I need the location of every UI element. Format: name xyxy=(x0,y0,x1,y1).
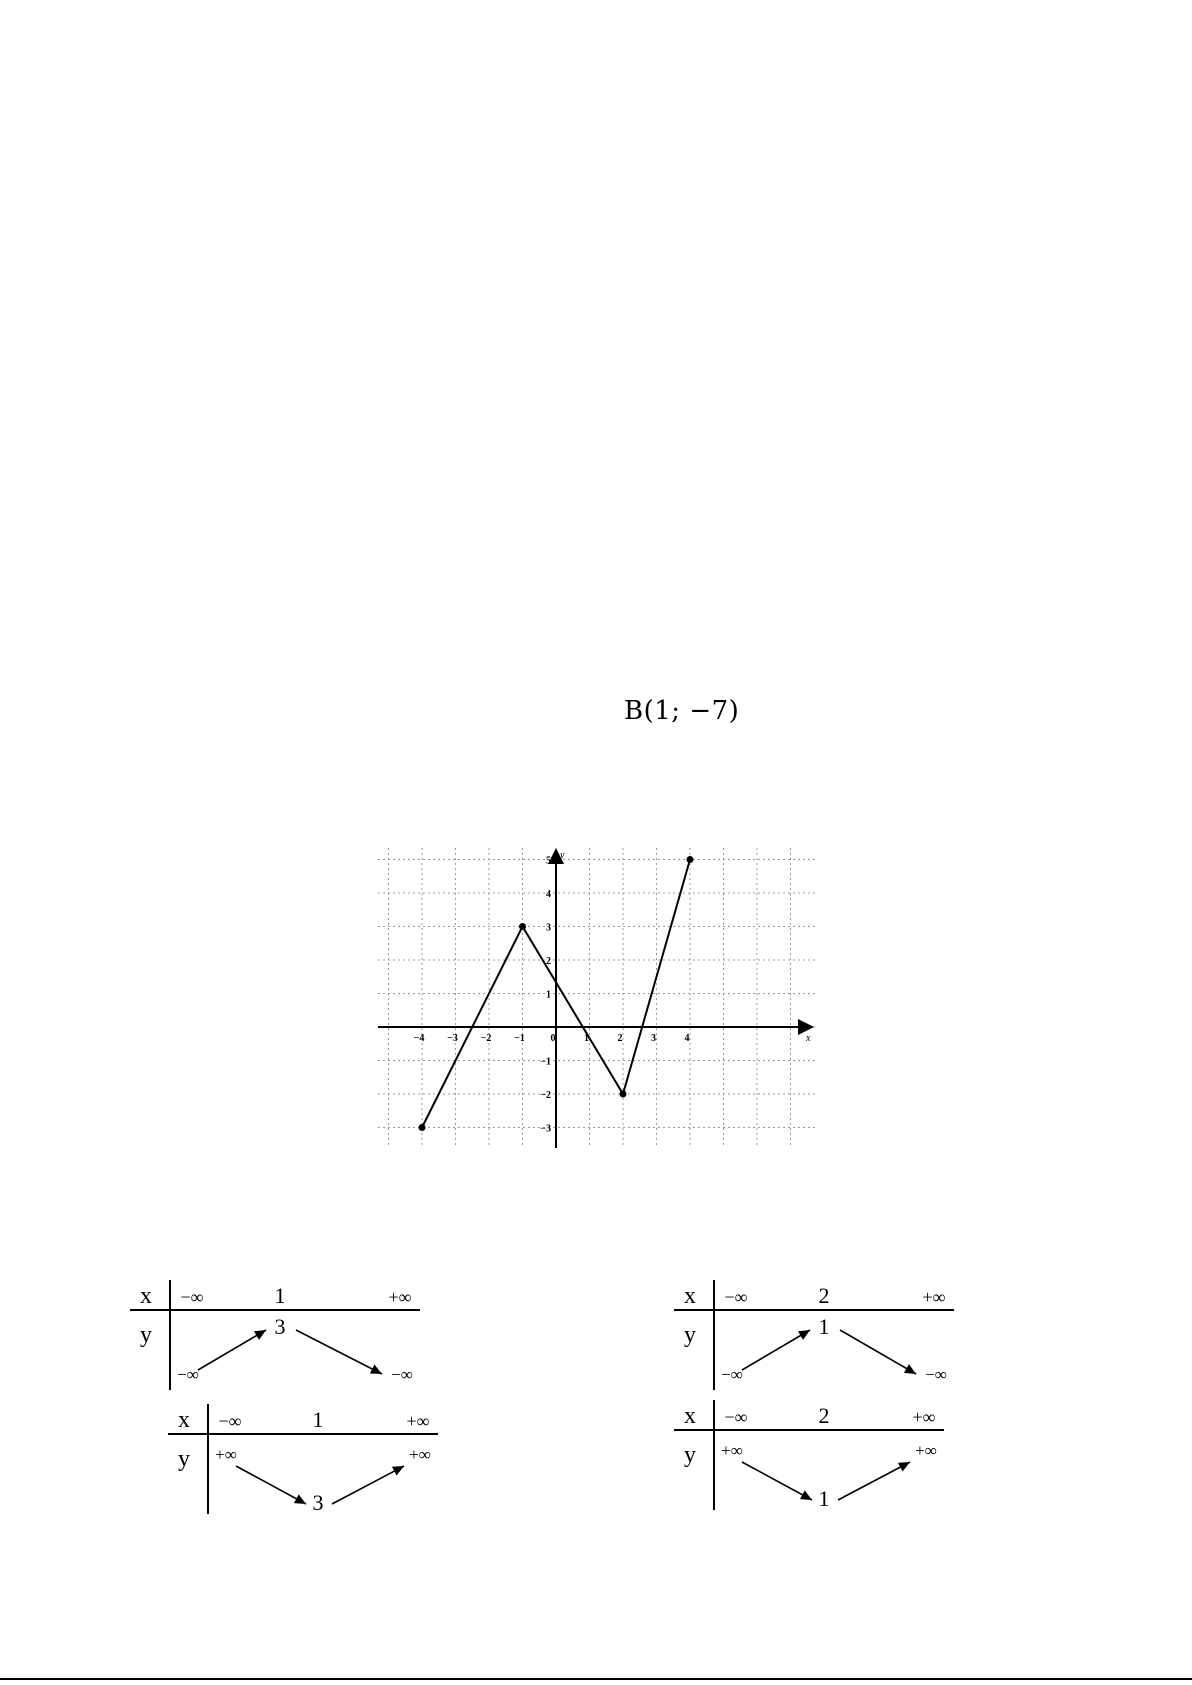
table-y-mid-value: 1 xyxy=(818,1486,830,1511)
x-tick-label: 0 xyxy=(550,1033,556,1044)
graph-axes xyxy=(378,850,811,1148)
table-y-end-value: −∞ xyxy=(391,1365,413,1384)
x-tick-label: 4 xyxy=(684,1033,690,1044)
table-x-value: −∞ xyxy=(180,1287,204,1307)
y-tick-label: −1 xyxy=(540,1056,551,1068)
x-tick-label: 1 xyxy=(584,1033,589,1044)
variation-table-4 xyxy=(674,1398,954,1513)
table-y-start-value: −∞ xyxy=(177,1365,199,1384)
x-tick-label: 2 xyxy=(617,1033,623,1044)
table-y-mid-value: 3 xyxy=(312,1490,324,1515)
table-y-mid-value: 1 xyxy=(818,1314,830,1339)
table-x-value: +∞ xyxy=(912,1407,936,1427)
y-axis-label: y xyxy=(560,850,565,861)
table-arrow-up xyxy=(742,1330,810,1370)
table-x-value: 1 xyxy=(274,1283,286,1308)
table-x-value: −∞ xyxy=(724,1407,748,1427)
table-arrow-up-head xyxy=(798,1330,810,1340)
x-tick-label: −2 xyxy=(480,1033,492,1044)
graph-vertex-point xyxy=(620,1091,627,1098)
table-x-value: 1 xyxy=(312,1407,324,1432)
y-tick-label: 5 xyxy=(546,855,551,867)
point-b-formula xyxy=(624,696,739,726)
y-tick-label: 1 xyxy=(546,989,551,1001)
table-y-label: y xyxy=(140,1322,152,1348)
x-tick-label: −4 xyxy=(413,1033,425,1044)
table-y-start-value: −∞ xyxy=(721,1365,743,1384)
page-bottom-rule xyxy=(0,1678,1192,1680)
y-tick-label: 3 xyxy=(546,922,551,934)
function-graph xyxy=(378,848,818,1148)
y-tick-label: 2 xyxy=(546,956,551,967)
table-x-value: +∞ xyxy=(388,1287,412,1307)
table-y-end-value: −∞ xyxy=(925,1365,947,1384)
table-y-label: y xyxy=(178,1446,190,1472)
table-x-label: x xyxy=(140,1283,152,1309)
y-tick-label: −3 xyxy=(540,1123,551,1135)
table-x-label: x xyxy=(178,1407,190,1433)
y-tick-label: 4 xyxy=(546,889,551,900)
graph-vertex-point xyxy=(687,856,694,863)
variation-table-1 xyxy=(130,1278,430,1398)
graph-vertex-point xyxy=(519,923,526,930)
table-y-start-value: +∞ xyxy=(215,1445,237,1464)
table-x-label: x xyxy=(684,1403,696,1429)
x-tick-label: 3 xyxy=(651,1033,656,1044)
table-arrow-down xyxy=(840,1330,916,1374)
table-x-label: x xyxy=(684,1283,696,1309)
variation-table-2 xyxy=(674,1278,964,1398)
y-tick-label: −2 xyxy=(540,1090,551,1101)
table-x-value: +∞ xyxy=(406,1411,430,1431)
table-arrow-up xyxy=(198,1330,266,1370)
x-tick-label: −3 xyxy=(447,1033,458,1044)
x-tick-label: −1 xyxy=(514,1033,525,1044)
table-x-value: 2 xyxy=(818,1283,830,1308)
graph-vertex-point xyxy=(419,1124,426,1131)
table-x-value: +∞ xyxy=(922,1287,946,1307)
table-arrow-down xyxy=(742,1462,812,1500)
table-y-start-value: +∞ xyxy=(721,1441,743,1460)
table-y-end-value: +∞ xyxy=(915,1441,937,1460)
table-arrow-down-head xyxy=(904,1364,916,1374)
x-axis-label: x xyxy=(806,1033,811,1044)
table-y-mid-value: 3 xyxy=(274,1314,286,1339)
table-x-value: −∞ xyxy=(724,1287,748,1307)
table-x-value: −∞ xyxy=(218,1411,242,1431)
table-x-value: 2 xyxy=(818,1403,830,1428)
graph-grid xyxy=(378,848,818,1148)
table-arrow-up xyxy=(838,1462,910,1500)
table-arrow-down xyxy=(236,1466,306,1504)
variation-table-3 xyxy=(168,1402,448,1522)
table-y-label: y xyxy=(684,1442,696,1468)
table-arrow-up xyxy=(332,1466,404,1504)
table-y-end-value: +∞ xyxy=(409,1445,431,1464)
formula-text: B(1; −7) xyxy=(624,696,740,726)
table-arrow-down xyxy=(296,1330,382,1374)
table-arrow-up-head xyxy=(254,1330,266,1340)
table-y-label: y xyxy=(684,1322,696,1348)
